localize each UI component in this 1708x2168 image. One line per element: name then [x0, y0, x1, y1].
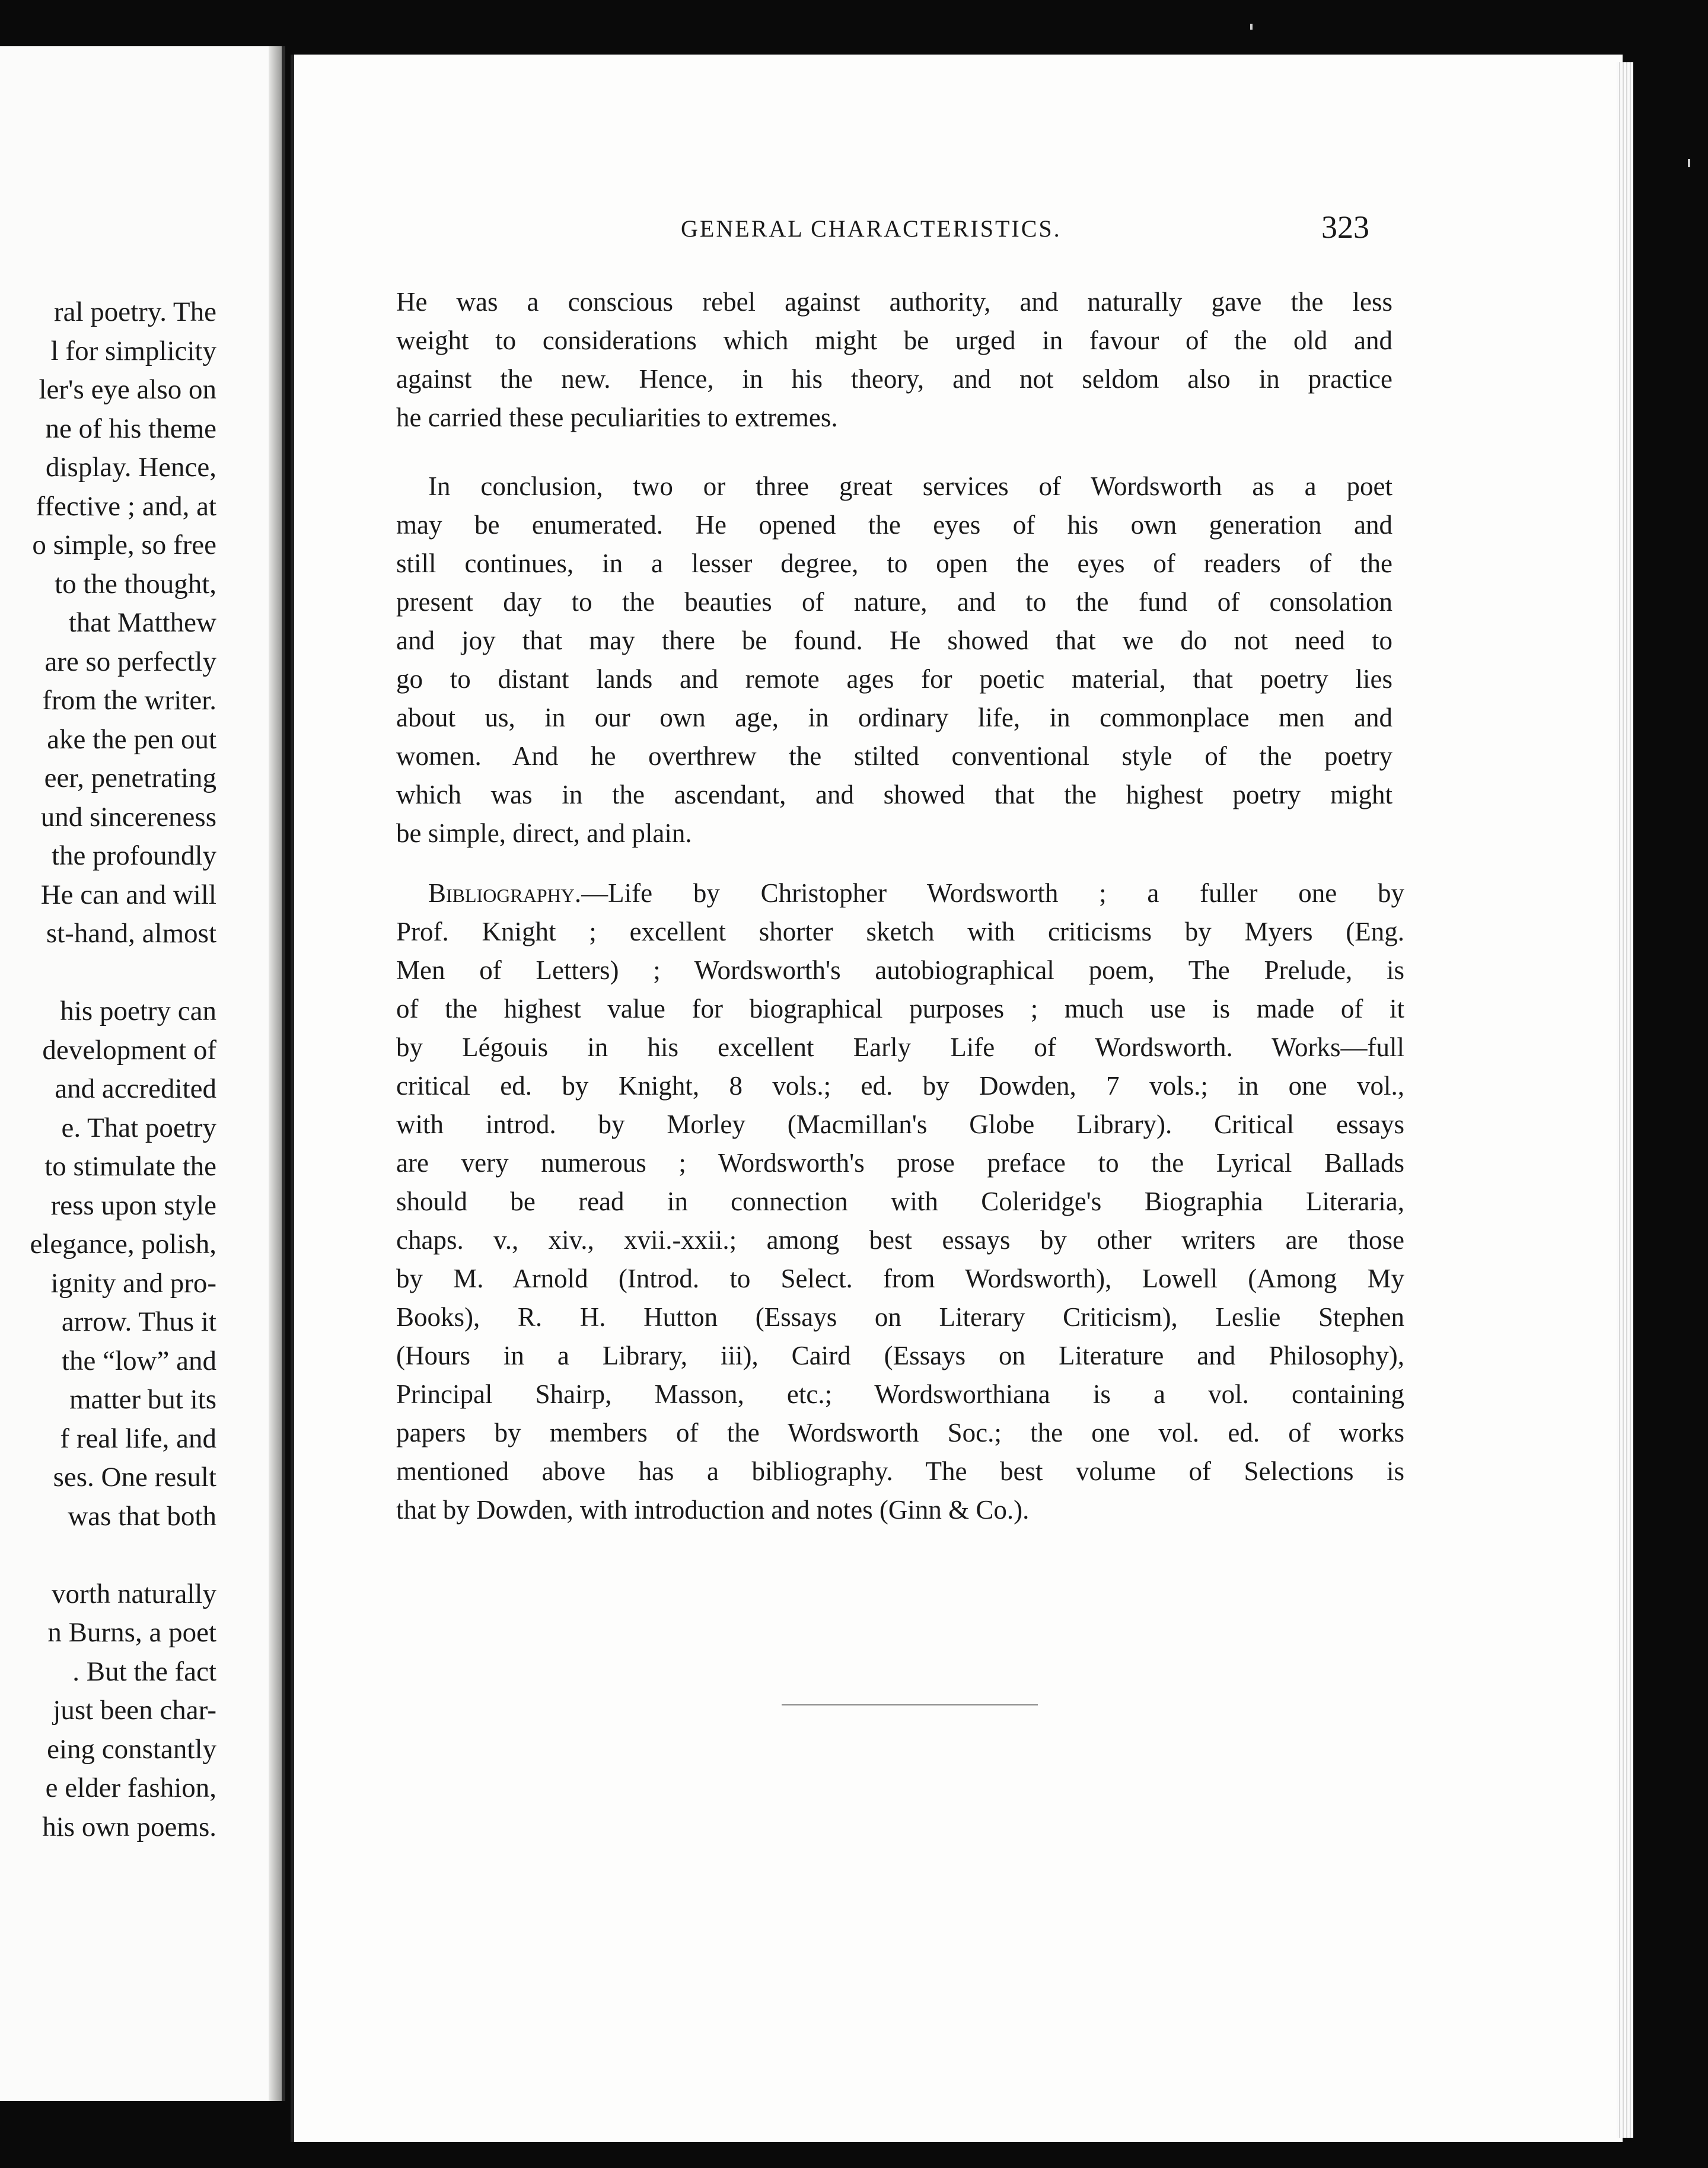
left-page-line: display. Hence, — [46, 452, 216, 483]
left-page-line: He can and will — [40, 879, 216, 910]
scan-speck — [1688, 159, 1690, 167]
left-page-line: to stimulate the — [44, 1151, 216, 1182]
left-page-line: that Matthew — [68, 607, 216, 638]
left-page-line: are so perfectly — [44, 646, 216, 677]
text-line: present day to the beauties of nature, and to the fund of consolation — [396, 587, 1392, 617]
text-line: mentioned above has a bibliography. The best volume of Selections is — [396, 1456, 1404, 1486]
text-line: (Hours in a Library, iii), Caird (Essays on Literature and Philosophy), — [396, 1341, 1404, 1370]
bibliography — [396, 874, 1404, 1529]
text-line: still continues, in a lesser degree, to open the eyes of readers of the — [396, 549, 1392, 578]
text-line: by M. Arnold (Introd. to Select. from Wordsworth), Lowell (Among My — [396, 1264, 1404, 1293]
left-page-line: eing constantly — [47, 1734, 216, 1765]
text-line: are very numerous ; Wordsworth's prose preface to the Lyrical Ballads — [396, 1148, 1404, 1178]
text-line: may be enumerated. He opened the eyes of his own generation and — [396, 510, 1392, 540]
left-page-line: development of — [42, 1035, 216, 1066]
end-rule — [782, 1704, 1038, 1705]
paragraph-2 — [396, 467, 1392, 853]
text-line: which was in the ascendant, and showed that the highest poetry might — [396, 780, 1392, 809]
left-page-line: . But the fact — [72, 1656, 216, 1687]
left-page-line: und sincereness — [40, 802, 216, 833]
left-page-line: the profoundly — [51, 840, 216, 871]
left-page-line: and accredited — [55, 1073, 216, 1104]
text-line: Bibliography.—Life by Christopher Wordsworth ; a fuller one by — [428, 878, 1404, 908]
text-line: against the new. Hence, in his theory, and not seldom also in practice — [396, 364, 1392, 394]
text-line: and joy that may there be found. He showed that we do not need to — [396, 626, 1392, 655]
left-page-line: l for simplicity — [50, 336, 216, 366]
text-line: Principal Shairp, Masson, etc.; Wordsworthiana is a vol. containing — [396, 1379, 1404, 1409]
paragraph-1 — [396, 283, 1392, 437]
left-page-line: vorth naturally — [51, 1579, 216, 1609]
left-page-line: e. That poetry — [61, 1112, 216, 1143]
text-line: with introd. by Morley (Macmillan's Globe Library). Critical essays — [396, 1109, 1404, 1139]
left-page-line: o simple, so free — [32, 530, 216, 560]
left-page-line: elegance, polish, — [30, 1229, 216, 1260]
left-page-line: was that both — [68, 1501, 216, 1532]
left-page-line: ler's eye also on — [39, 374, 216, 405]
left-page-line: his own poems. — [42, 1812, 216, 1842]
left-page-line: from the writer. — [42, 685, 216, 716]
left-page-line: the “low” and — [61, 1346, 216, 1376]
left-facing-page — [0, 46, 285, 2101]
left-page-line: e elder fashion, — [45, 1772, 216, 1803]
left-page-line: ne of his theme — [45, 413, 216, 444]
text-line: go to distant lands and remote ages for poetic material, that poetry lies — [396, 664, 1392, 694]
text-line: weight to considerations which might be urged in favour of the old and — [396, 326, 1392, 355]
book-gutter — [269, 46, 282, 2101]
text-line: Prof. Knight ; excellent shorter sketch with criticisms by Myers (Eng. — [396, 917, 1404, 946]
text-line: Men of Letters) ; Wordsworth's autobiographical poem, The Prelude, is — [396, 955, 1404, 985]
text-line: that by Dowden, with introduction and notes (Ginn & Co.). — [396, 1495, 1030, 1525]
left-page-line: just been char- — [53, 1695, 216, 1726]
left-page-line: his poetry can — [60, 996, 216, 1026]
left-page-line: eer, penetrating — [44, 763, 216, 793]
text-line: be simple, direct, and plain. — [396, 818, 692, 848]
left-page-line: arrow. Thus it — [61, 1306, 216, 1337]
text-line: He was a conscious rebel against authority, and naturally gave the less — [396, 287, 1392, 317]
text-line: he carried these peculiarities to extremes. — [396, 403, 838, 432]
bibliography-heading: Bibliography. — [428, 878, 582, 908]
text-line: women. And he overthrew the stilted conventional style of the poetry — [396, 741, 1392, 771]
left-page-line: to the thought, — [55, 569, 216, 600]
text-line: In conclusion, two or three great services of Wordsworth as a poet — [428, 471, 1392, 501]
left-page-line: ignity and pro- — [50, 1268, 216, 1299]
left-page-line: ress upon style — [50, 1190, 216, 1221]
page-number: 323 — [1321, 209, 1369, 245]
text-line: should be read in connection with Coleridge's Biographia Literaria, — [396, 1187, 1404, 1216]
text-line: by Légouis in his excellent Early Life of Wordsworth. Works—full — [396, 1032, 1404, 1062]
left-page-line: ffective ; and, at — [36, 491, 216, 522]
left-page-line: ake the pen out — [47, 724, 216, 755]
left-page-line: f real life, and — [60, 1423, 216, 1454]
text-line: of the highest value for biographical purposes ; much use is made of it — [396, 994, 1404, 1024]
running-head: GENERAL CHARACTERISTICS. — [681, 215, 1062, 242]
left-page-line: st-hand, almost — [46, 918, 216, 949]
text-line: chaps. v., xiv., xvii.-xxii.; among best essays by other writers are those — [396, 1225, 1404, 1255]
scan-speck — [1250, 24, 1253, 30]
text-line: about us, in our own age, in ordinary life, in commonplace men and — [396, 703, 1392, 732]
left-page-line: ses. One result — [53, 1462, 216, 1493]
page-edge — [1617, 62, 1633, 2138]
left-page-line: matter but its — [69, 1384, 216, 1415]
left-page-line: ral poetry. The — [53, 296, 216, 327]
left-page-line: n Burns, a poet — [47, 1617, 216, 1648]
text-line: Books), R. H. Hutton (Essays on Literary Criticism), Leslie Stephen — [396, 1302, 1404, 1332]
text-line: critical ed. by Knight, 8 vols.; ed. by Dowden, 7 vols.; in one vol., — [396, 1071, 1404, 1101]
text-line: papers by members of the Wordsworth Soc.; the one vol. ed. of works — [396, 1418, 1404, 1448]
